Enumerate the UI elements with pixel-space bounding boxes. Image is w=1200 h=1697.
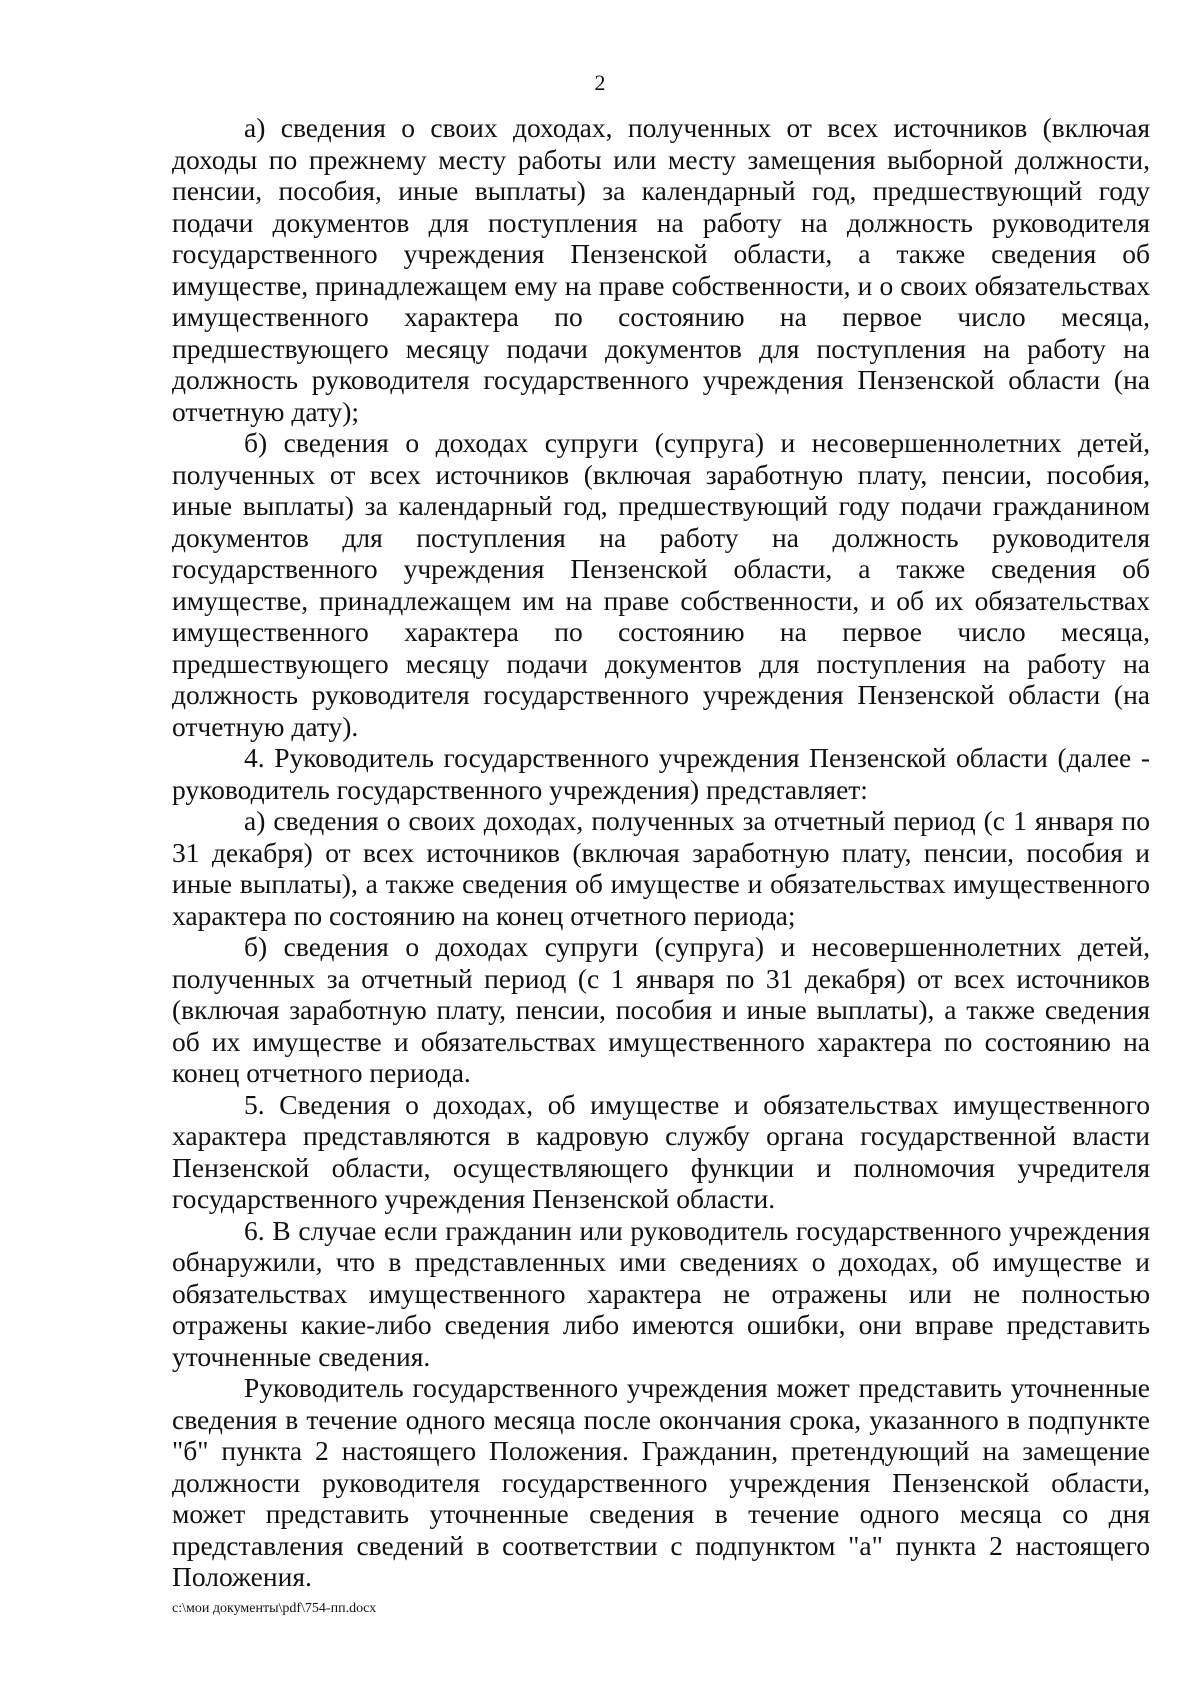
paragraph-3a-applicant-income: а) сведения о своих доходах, полученных от всех источников (включая доходы по прежнему месту работы или месту замещения выборной должности, пенсии, пособия, иные выплаты) за календарный год, предшествующий году подачи документов для поступления на работу на должность руководителя государственного учреждения Пензенской области, а также сведения об имуществе, принадлежащем ему на праве собственности, и о своих обязательствах имущественного характера по состоянию на первое число месяца, предшествующего месяцу подачи документов для поступления на работу на должность руководителя государственного учреждения Пензенской области (на отчетную дату);	[172, 112, 1150, 427]
paragraph-3b-family-income: б) сведения о доходах супруги (супруга) и несовершеннолетних детей, полученных от всех источников (включая заработную плату, пенсии, пособия, иные выплаты) за календарный год, предшествующий году подачи гражданином документов для поступления на работу на должность руководителя государственного учреждения Пензенской области, а также сведения об имуществе, принадлежащем им на праве собственности, и об их обязательствах имущественного характера по состоянию на первое число месяца, предшествующего месяцу подачи документов для поступления на работу на должность руководителя государственного учреждения Пензенской области (на отчетную дату).	[172, 427, 1150, 742]
paragraph-4b-head-family-income: б) сведения о доходах супруги (супруга) и несовершеннолетних детей, полученных за отчетный период (с 1 января по 31 декабря) от всех источников (включая заработную плату, пенсии, пособия и иные выплаты), а также сведения об их имуществе и обязательствах имущественного характера по состоянию на конец отчетного периода.	[172, 931, 1150, 1088]
document-body	[172, 112, 1150, 1593]
paragraph-4a-head-income: а) сведения о своих доходах, полученных за отчетный период (с 1 января по 31 декабря) от всех источников (включая заработную плату, пенсии, пособия и иные выплаты), а также сведения об имуществе и обязательствах имущественного характера по состоянию на конец отчетного периода;	[172, 805, 1150, 931]
paragraph-4-head-submits: 4. Руководитель государственного учреждения Пензенской области (далее - руководитель государственного учреждения) представляет:	[172, 742, 1150, 805]
page-number: 2	[594, 70, 606, 95]
paragraph-6-corrections: 6. В случае если гражданин или руководитель государственного учреждения обнаружили, что в представленных ими сведениях о доходах, об имуществе и обязательствах имущественного характера не отражены или не полностью отражены какие-либо сведения либо имеются ошибки, они вправе представить уточненные сведения.	[172, 1214, 1150, 1372]
paragraph-5-submission-place: 5. Сведения о доходах, об имуществе и обязательствах имущественного характера представляются в кадровую службу органа государственной власти Пензенской области, осуществляющего функции и полномочия учредителя государственного учреждения Пензенской области.	[172, 1088, 1150, 1214]
paragraph-corrections-deadline: Руководитель государственного учреждения может представить уточненные сведения в течение одного месяца после окончания срока, указанного в подпункте "б" пункта 2 настоящего Положения. Гражданин, претендующий на замещение должности руководителя государственного учреждения Пензенской области, может представить уточненные сведения в течение одного месяца со дня представления сведений в соответствии с подпунктом "а" пункта 2 настоящего Положения.	[172, 1372, 1150, 1592]
footer-file-path: c:\мои документы\pdf\754-пп.docx	[172, 1601, 377, 1616]
